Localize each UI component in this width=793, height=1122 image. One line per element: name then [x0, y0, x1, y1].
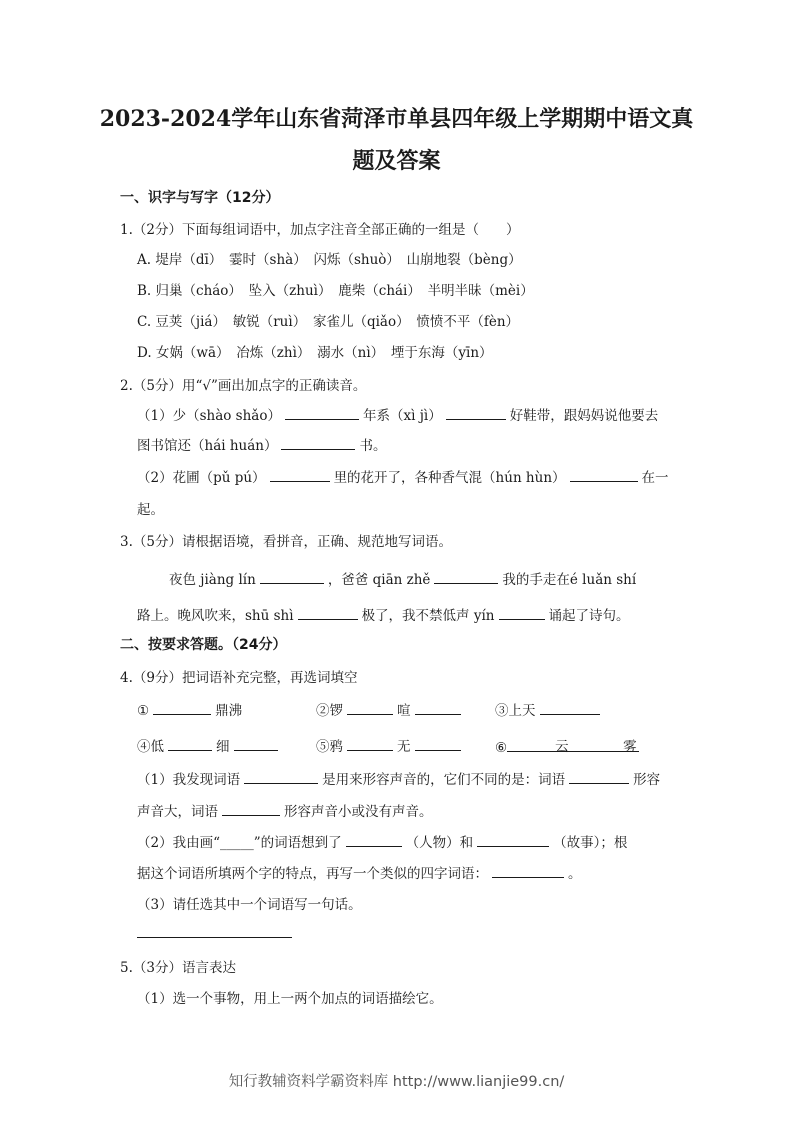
q4-s2c: （故事）；根	[553, 835, 628, 851]
blank[interactable]	[446, 405, 506, 420]
q4-s1c: 形容	[633, 772, 661, 788]
q2-p2a: （2）花圃（pǔ pú）	[137, 470, 266, 486]
blank[interactable]	[270, 467, 330, 482]
q4-item-1	[137, 699, 242, 719]
blank[interactable]	[477, 832, 549, 847]
q4-i6b: 云	[555, 739, 569, 755]
q5-stem: 5.（3分）语言表达	[120, 960, 236, 976]
q3-l2b: 极了，我不禁低声 yín	[361, 608, 495, 624]
q4-i1b: 鼎沸	[215, 703, 243, 719]
q4-i2b: 喧	[397, 703, 411, 719]
q2-p1d: 图书馆还（hái huán）	[137, 438, 278, 454]
q4-i4: ④低	[137, 739, 164, 755]
blank[interactable]	[298, 605, 358, 620]
q4-i5: ⑤鸦	[316, 739, 343, 755]
q3-stem: 3.（5分）请根据语境，看拼音，正确、规范地写词语。	[120, 534, 452, 550]
q4-s2a: （2）我由画“_____”的词语想到了	[137, 835, 342, 851]
blank[interactable]	[244, 769, 318, 784]
answer-line[interactable]	[137, 937, 292, 938]
q4-i5b: 无	[397, 739, 411, 755]
q4-s3: （3）请任选其中一个词语写一句话。	[137, 897, 362, 913]
section-2-heading: 二、按要求答题。（24分）	[120, 637, 287, 653]
blank[interactable]	[415, 736, 461, 751]
q4-s1-line-1	[137, 768, 660, 788]
q3-l2a: 路上。晚风吹来，shū shì	[137, 608, 294, 624]
q3-l2c: 诵起了诗句。	[548, 608, 630, 624]
footer-watermark: 知行教辅资料学霸资料库 http://www.lianjie99.cn/	[228, 1074, 565, 1090]
blank[interactable]	[168, 736, 212, 751]
q4-i6c: 雾	[623, 739, 637, 755]
q4-s2-line-1	[137, 831, 627, 851]
q2-p1a: （1）少（shào shǎo）	[137, 408, 281, 424]
q1-option-a: A. 堤岸（dī） 霎时（shà） 闪烁（shuò） 山崩地裂（bèng）	[137, 252, 522, 268]
q4-s1-line-2	[137, 800, 433, 820]
blank[interactable]	[153, 700, 211, 715]
q5-s1: （1）选一个事物，用上一两个加点的词语描绘它。	[137, 991, 443, 1007]
q2-p1c: 好鞋带，跟妈妈说他要去	[509, 408, 659, 424]
q4-s2b: （人物）和	[405, 835, 474, 851]
blank[interactable]	[346, 832, 402, 847]
blank[interactable]	[540, 700, 600, 715]
q4-stem: 4.（9分）把词语补充完整，再选词填空	[120, 670, 358, 686]
page-title	[95, 98, 698, 182]
q3-l1b: ，爸爸 qiān zhě	[327, 572, 431, 588]
q1-option-c: C. 豆荚（jiá） 敏锐（ruì） 家雀儿（qiǎo） 愤愤不平（fèn）	[137, 314, 520, 330]
q1-stem: 1.（2分）下面每组词语中，加点字注音全部正确的一组是（ ）	[120, 222, 520, 238]
q2-p1e: 书。	[359, 438, 387, 454]
blank[interactable]	[570, 467, 638, 482]
blank[interactable]	[260, 569, 324, 584]
q4-item-3	[495, 699, 604, 719]
q2-line-3	[137, 466, 669, 486]
q4-s1e: 形容声音小或没有声音。	[284, 804, 433, 820]
title-line-2: 题及答案	[352, 148, 441, 174]
blank[interactable]	[347, 736, 393, 751]
title-line-1: 2023-2024学年山东省菏泽市单县四年级上学期期中语文真	[99, 106, 694, 132]
q3-line-1	[169, 568, 636, 588]
blank[interactable]	[415, 700, 461, 715]
q2-p2b: 里的花开了，各种香气混（hún hùn）	[333, 470, 566, 486]
blank[interactable]	[281, 435, 355, 450]
q2-p2c: 在一	[641, 470, 669, 486]
q4-i2: ②锣	[316, 703, 343, 719]
q4-s2d: 据这个词语所填两个字的特点，再写一个类似的四字词语：	[137, 866, 488, 882]
q4-i4b: 细	[216, 739, 230, 755]
q4-item-4	[137, 735, 282, 755]
blank[interactable]	[222, 801, 280, 816]
q3-l1c: 我的手走在é luǎn shí	[502, 572, 637, 588]
q3-l1a: 夜色 jiàng lín	[169, 572, 256, 588]
q2-line-1	[137, 404, 658, 424]
q4-s2-line-2	[137, 862, 582, 882]
blank[interactable]	[347, 700, 393, 715]
q4-s2e: 。	[568, 866, 582, 882]
blank[interactable]	[492, 863, 564, 878]
q1-option-b: B. 归巢（cháo） 坠入（zhuì） 鹿柴（chái） 半明半昧（mèi）	[137, 283, 534, 299]
q4-item-2	[316, 699, 465, 719]
q1-option-d: D. 女娲（wā） 冶炼（zhì） 溺水（nì） 堙于东海（yīn）	[137, 345, 493, 361]
q4-item-5	[316, 735, 465, 755]
q4-item-6	[495, 735, 639, 756]
q3-line-2	[137, 604, 630, 624]
blank[interactable]	[569, 769, 629, 784]
section-1-heading: 一、识字与写字（12分）	[120, 190, 280, 206]
q4-s1b: 是用来形容声音的，它们不同的是：词语	[322, 772, 566, 788]
blank[interactable]	[234, 736, 278, 751]
q2-line-4: 起。	[137, 502, 164, 518]
q4-i1: ①	[137, 703, 150, 719]
q4-s1a: （1）我发现词语	[137, 772, 241, 788]
q2-p1b: 年系（xì jì）	[362, 408, 442, 424]
q4-i3: ③上天	[495, 703, 536, 719]
q4-i6: ⑥	[495, 740, 508, 756]
blank[interactable]	[434, 569, 498, 584]
blank[interactable]	[499, 605, 545, 620]
q2-stem: 2.（5分）用“√”画出加点字的正确读音。	[120, 378, 367, 394]
q4-s1d: 声音大，词语	[137, 804, 218, 820]
blank[interactable]	[285, 405, 359, 420]
q2-line-2	[137, 434, 386, 454]
